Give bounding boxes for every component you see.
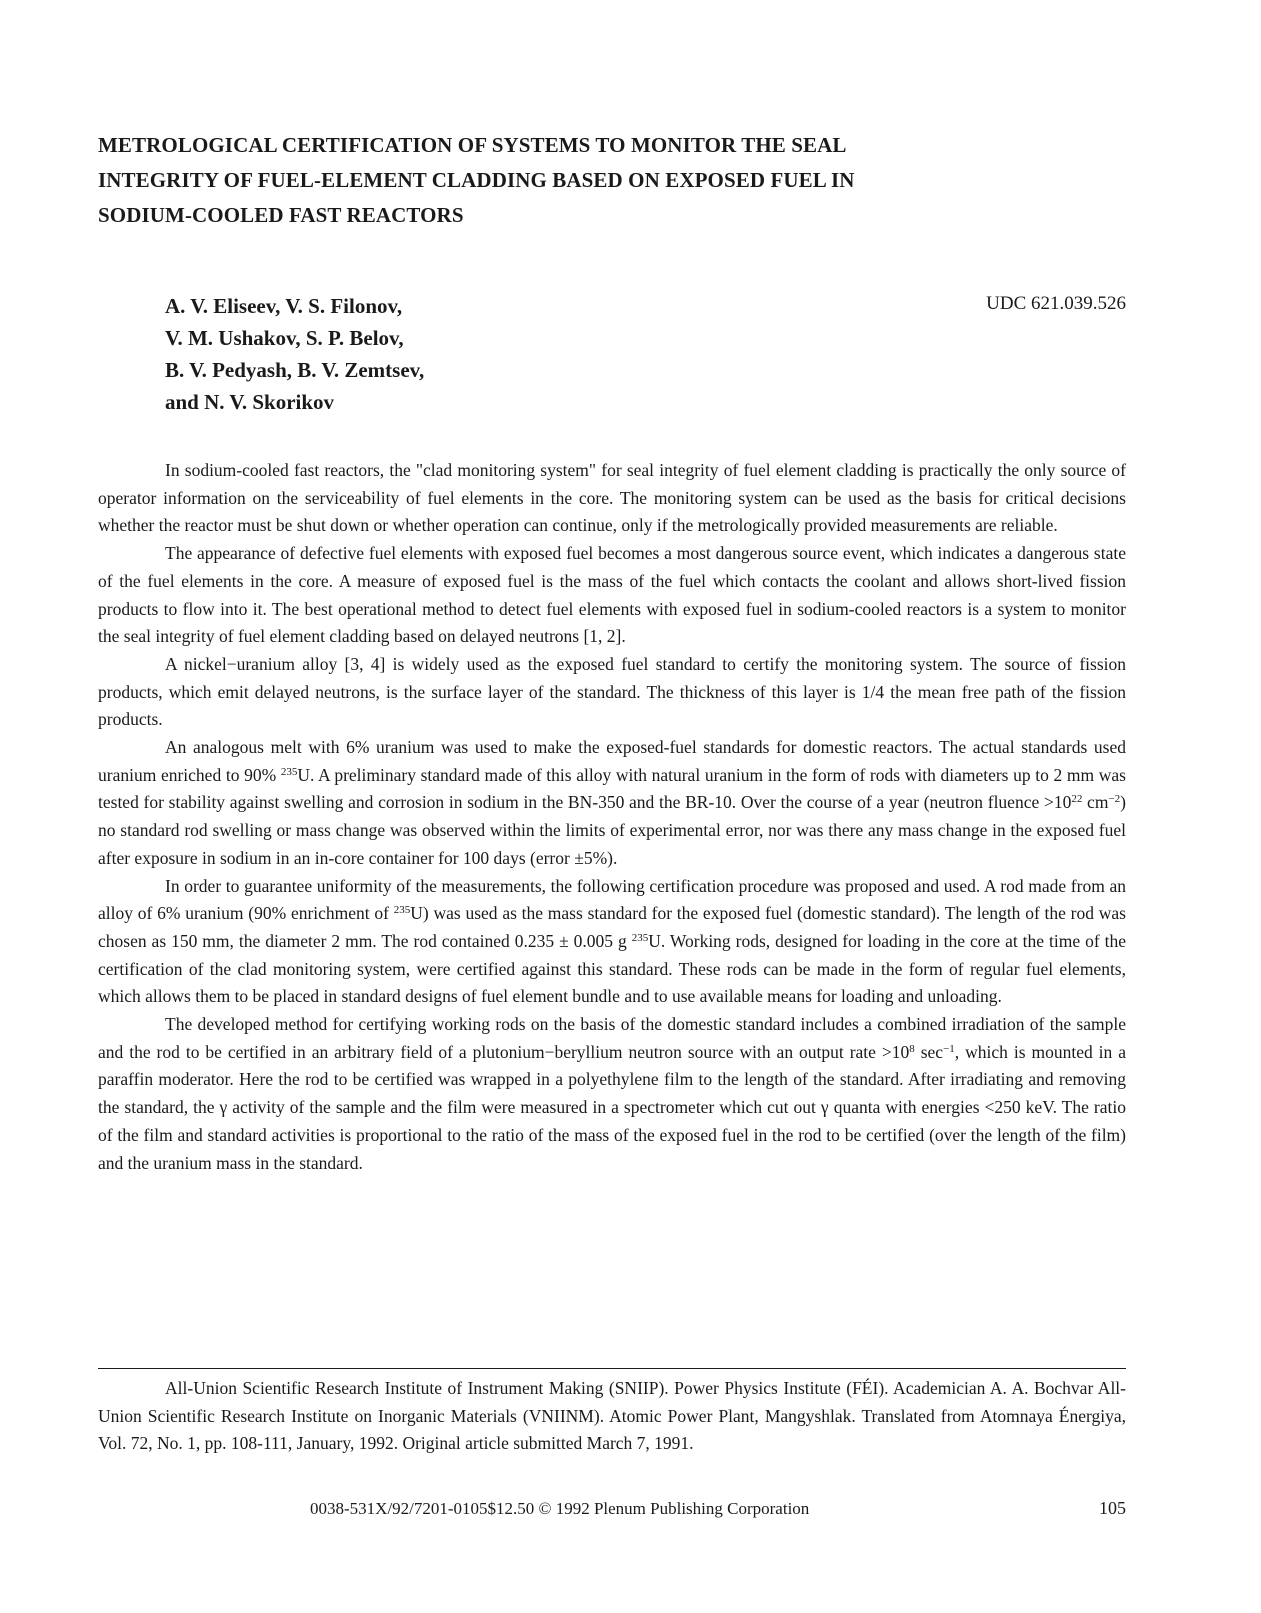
- superscript: 235: [393, 904, 411, 917]
- superscript: 235: [631, 931, 649, 944]
- title-line-1: METROLOGICAL CERTIFICATION OF SYSTEMS TO MONITOR THE SEAL: [98, 133, 847, 157]
- superscript: −2: [1108, 793, 1121, 806]
- footnote-divider: [98, 1368, 1126, 1369]
- paragraph-1: In sodium-cooled fast reactors, the "clad monitoring system" for seal integrity of fuel element cladding is practically the only source of operator information on the serviceability of fuel elements in the core. The monitoring system can be used as the basis for critical decisions whether the reactor must be shut down or whether operation can continue, only if the metrologically provided measurements are reliable.: [98, 460, 1126, 536]
- paragraph-6: [98, 1011, 1126, 1177]
- paragraph-4-text-b: U. A preliminary standard made of this alloy with natural uranium in the form of rods with diameters up to 2 mm was tested for stability against swelling and corrosion in sodium in the BN-350 and the BR-10. Over the course of a year (neutron fluence >10: [98, 764, 1126, 813]
- author-list: [165, 290, 585, 418]
- article-body: [98, 457, 1126, 1177]
- footnote: [98, 1375, 1126, 1458]
- paragraph-4-text-c: cm: [1082, 792, 1109, 813]
- paragraph-5: [98, 873, 1126, 1012]
- paragraph-2: The appearance of defective fuel elements with exposed fuel becomes a most dangerous source event, which indicates a dangerous state of the fuel elements in the core. A measure of exposed fuel is the mass of the fuel which contacts the coolant and allows short-lived fission products to flow into it. The best operational method to detect fuel elements with exposed fuel in sodium-cooled reactors is a system to monitor the seal integrity of fuel element cladding based on delayed neutrons [1, 2].: [98, 543, 1126, 647]
- article-title: [98, 128, 998, 233]
- author-line-4: and N. V. Skorikov: [165, 390, 335, 414]
- superscript: 22: [1071, 793, 1083, 806]
- title-line-2: INTEGRITY OF FUEL-ELEMENT CLADDING BASED ON EXPOSED FUEL IN: [98, 168, 855, 192]
- paragraph-4-text-d: ) no standard rod swelling or mass change was observed within the limits of experimental error, nor was there any mass change in the exposed fuel after exposure in sodium in an in-core container for 100 days (error ±5%).: [98, 792, 1126, 868]
- paragraph-3: A nickel−uranium alloy [3, 4] is widely used as the exposed fuel standard to certify the monitoring system. The source of fission products, which emit delayed neutrons, is the surface layer of the standard. The thickness of this layer is 1/4 the mean free path of the fission products.: [98, 653, 1126, 730]
- paragraph-5-text-b: U) was used as the mass standard for the exposed fuel (domestic standard). The length of the rod was chosen as 150 mm, the diameter 2 mm. The rod contained 0.235 ± 0.005 g: [98, 903, 1126, 951]
- paragraph-4: [98, 734, 1126, 873]
- author-line-2: V. M. Ushakov, S. P. Belov,: [165, 326, 404, 350]
- footnote-text: All-Union Scientific Research Institute of Instrument Making (SNIIP). Power Physics Institute (FÉI). Academician A. A. Bochvar All-Union Scientific Research Institute on Inorganic Materials (VNIINM). Atomic Power Plant, Mangyshlak. Translated from Atomnaya Énergiya, Vol. 72, No. 1, pp. 108-111, January, 1992. Original article submitted March 7, 1991.: [98, 1378, 1126, 1454]
- paragraph-6-text-a: The developed method for certifying working rods on the basis of the domestic standard includes a combined irradiation of the sample and the rod to be certified in an arbitrary field of a plutonium−beryllium neutron source with an output rate >10: [98, 1014, 1126, 1062]
- copyright-line: 0038-531X/92/7201-0105$12.50 © 1992 Plenum Publishing Corporation: [310, 1499, 810, 1518]
- paragraph-6-text-c: , which is mounted in a paraffin moderator. Here the rod to be certified was wrapped in a polyethylene film to the length of the standard. After irradiating and removing the standard, the γ activity of the sample and the film were measured in a spectrometer which cut out γ quanta with energies <250 keV. The ratio of the film and standard activities is proportional to the ratio of the mass of the exposed fuel in the rod to be certified (over the length of the film) and the uranium mass in the standard.: [98, 1041, 1127, 1173]
- superscript: 8: [909, 1042, 915, 1055]
- superscript: 235: [280, 765, 298, 778]
- udc-code: UDC 621.039.526: [986, 293, 1126, 314]
- page-number: 105: [1099, 1498, 1126, 1518]
- paragraph-5-text-a: In order to guarantee uniformity of the measurements, the following certification procedure was proposed and used. A rod made from an alloy of 6% uranium (90% enrichment of: [98, 875, 1126, 924]
- paragraph-6-text-b: sec: [914, 1041, 944, 1062]
- title-line-3: SODIUM-COOLED FAST REACTORS: [98, 203, 464, 227]
- paragraph-5-text-c: U. Working rods, designed for loading in the core at the time of the certification of the clad monitoring system, were certified against this standard. These rods can be made in the form of regular fuel elements, which allows them to be placed in standard designs of fuel element bundle and to use available means for loading and unloading.: [98, 930, 1126, 1007]
- paragraph-4-text-a: An analogous melt with 6% uranium was used to make the exposed-fuel standards for domestic reactors. The actual standards used uranium enriched to 90%: [98, 737, 1126, 785]
- author-line-3: B. V. Pedyash, B. V. Zemtsev,: [165, 358, 425, 382]
- superscript: −1: [943, 1042, 955, 1055]
- author-line-1: A. V. Eliseev, V. S. Filonov,: [165, 294, 403, 318]
